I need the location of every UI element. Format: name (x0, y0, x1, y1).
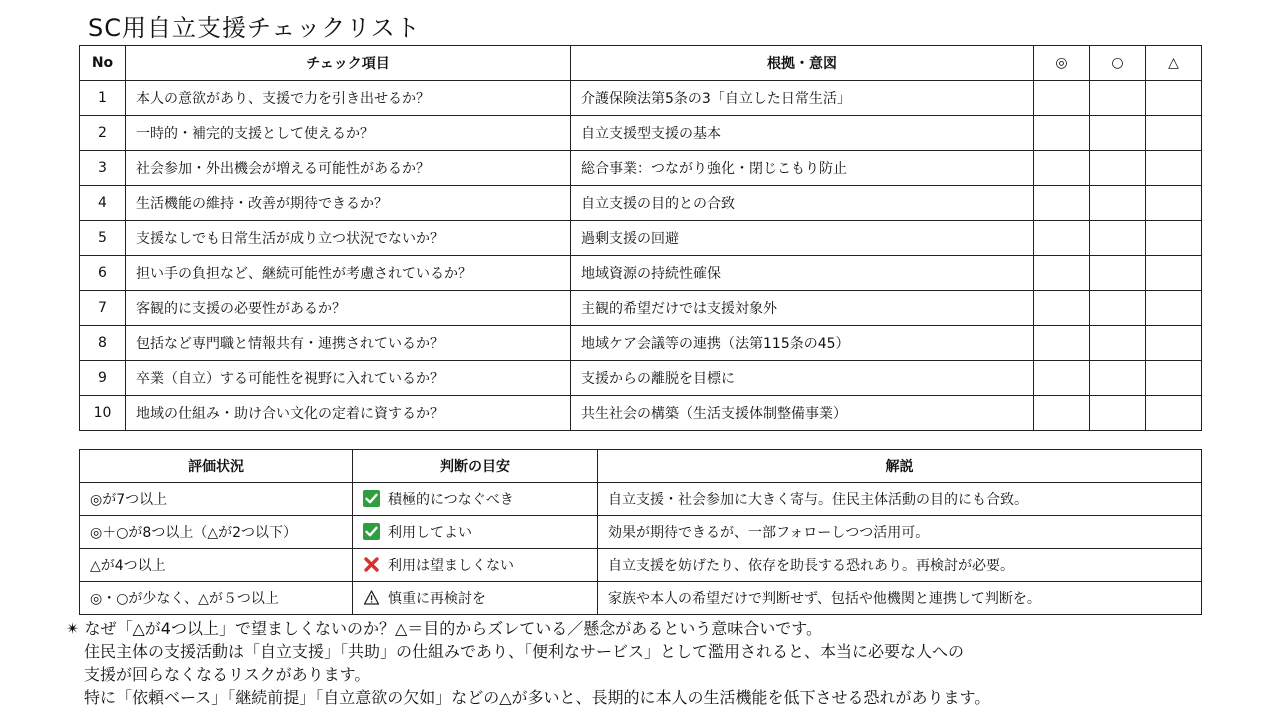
mark-cell-double-circle[interactable] (1034, 256, 1090, 291)
mark-cell-circle[interactable] (1090, 256, 1146, 291)
mark-cell-triangle[interactable] (1146, 361, 1202, 396)
row-number: 10 (80, 396, 126, 431)
basis: 地域資源の持続性確保 (571, 256, 1034, 291)
row-number: 9 (80, 361, 126, 396)
checklist-row (80, 256, 1202, 291)
row-number: 7 (80, 291, 126, 326)
mark-cell-triangle[interactable] (1146, 116, 1202, 151)
header-explanation: 解説 (598, 450, 1202, 483)
evaluation-table (79, 449, 1202, 615)
mark-cell-double-circle[interactable] (1034, 396, 1090, 431)
check-item: 支援なしでも日常生活が成り立つ状況でないか？ (126, 221, 571, 256)
checklist-header-row (80, 46, 1202, 81)
mark-cell-triangle[interactable] (1146, 151, 1202, 186)
checklist-row (80, 186, 1202, 221)
evaluation-status: ◎＋○が8つ以上（△が2つ以下） (80, 516, 353, 549)
check-item: 本人の意欲があり、支援で力を引き出せるか？ (126, 81, 571, 116)
checklist-row (80, 151, 1202, 186)
checklist-row (80, 116, 1202, 151)
checklist-row (80, 291, 1202, 326)
red-cross-icon (363, 556, 380, 573)
warning-icon (363, 589, 380, 606)
evaluation-status: △が4つ以上 (80, 549, 353, 582)
header-circle: ○ (1090, 46, 1146, 81)
mark-cell-circle[interactable] (1090, 221, 1146, 256)
header-check-item: チェック項目 (126, 46, 571, 81)
note-line-1 (66, 617, 990, 640)
evaluation-status: ◎・○が少なく、△が５つ以上 (80, 582, 353, 615)
mark-cell-triangle[interactable] (1146, 291, 1202, 326)
mark-cell-circle[interactable] (1090, 326, 1146, 361)
basis: 自立支援型支援の基本 (571, 116, 1034, 151)
basis: 共生社会の構築（生活支援体制整備事業） (571, 396, 1034, 431)
evaluation-header-row (80, 450, 1202, 483)
row-number: 5 (80, 221, 126, 256)
mark-cell-double-circle[interactable] (1034, 116, 1090, 151)
asterisk-icon: ✴ (66, 619, 80, 638)
mark-cell-triangle[interactable] (1146, 326, 1202, 361)
note-line-3: 支援が回らなくなるリスクがあります。 (84, 665, 371, 684)
page-title: SC用自立支援チェックリスト (88, 14, 421, 42)
checklist-row (80, 221, 1202, 256)
mark-cell-double-circle[interactable] (1034, 151, 1090, 186)
row-number: 6 (80, 256, 126, 291)
explanation: 効果が期待できるが、一部フォローしつつ活用可。 (598, 516, 1202, 549)
mark-cell-double-circle[interactable] (1034, 81, 1090, 116)
header-judgment: 判断の目安 (353, 450, 598, 483)
check-item: 地域の仕組み・助け合い文化の定着に資するか？ (126, 396, 571, 431)
row-number: 2 (80, 116, 126, 151)
basis: 自立支援の目的との合致 (571, 186, 1034, 221)
mark-cell-triangle[interactable] (1146, 186, 1202, 221)
header-basis: 根拠・意図 (571, 46, 1034, 81)
mark-cell-triangle[interactable] (1146, 221, 1202, 256)
header-triangle: △ (1146, 46, 1202, 81)
judgment-label: 積極的につなぐべき (388, 492, 514, 508)
checklist-row (80, 81, 1202, 116)
explanation: 自立支援・社会参加に大きく寄与。住民主体活動の目的にも合致。 (598, 483, 1202, 516)
notes (66, 617, 990, 709)
judgment-label: 利用は望ましくない (388, 558, 514, 574)
note-line-4: 特に「依頼ベース」「継続前提」「自立意欲の欠如」などの△が多いと、長期的に本人の生活機能を低下させる恐れがあります。 (84, 688, 991, 707)
basis: 支援からの離脱を目標に (571, 361, 1034, 396)
explanation: 自立支援を妨げたり、依存を助長する恐れあり。再検討が必要。 (598, 549, 1202, 582)
judgment-cell (353, 549, 598, 582)
basis: 介護保険法第5条の3「自立した日常生活」 (571, 81, 1034, 116)
row-number: 3 (80, 151, 126, 186)
explanation: 家族や本人の希望だけで判断せず、包括や他機関と連携して判断を。 (598, 582, 1202, 615)
check-item: 社会参加・外出機会が増える可能性があるか？ (126, 151, 571, 186)
mark-cell-circle[interactable] (1090, 396, 1146, 431)
judgment-label: 慎重に再検討を (388, 591, 486, 607)
check-item: 一時的・補完的支援として使えるか？ (126, 116, 571, 151)
judgment-cell (353, 516, 598, 549)
row-number: 8 (80, 326, 126, 361)
green-check-icon (363, 523, 380, 540)
evaluation-row (80, 549, 1202, 582)
green-check-icon (363, 490, 380, 507)
mark-cell-triangle[interactable] (1146, 81, 1202, 116)
judgment-label: 利用してよい (388, 525, 472, 541)
check-item: 生活機能の維持・改善が期待できるか？ (126, 186, 571, 221)
check-item: 担い手の負担など、継続可能性が考慮されているか？ (126, 256, 571, 291)
evaluation-row (80, 582, 1202, 615)
mark-cell-circle[interactable] (1090, 151, 1146, 186)
mark-cell-circle[interactable] (1090, 291, 1146, 326)
checklist-row (80, 396, 1202, 431)
mark-cell-circle[interactable] (1090, 81, 1146, 116)
mark-cell-circle[interactable] (1090, 116, 1146, 151)
checklist-row (80, 361, 1202, 396)
mark-cell-double-circle[interactable] (1034, 326, 1090, 361)
basis: 地域ケア会議等の連携（法第115条の45） (571, 326, 1034, 361)
header-no: No (80, 46, 126, 81)
note-text-1: なぜ「△が4つ以上」で望ましくないのか？△＝目的からズレている／懸念があるという意味合いです。 (84, 619, 823, 638)
mark-cell-double-circle[interactable] (1034, 221, 1090, 256)
basis: 過剰支援の回避 (571, 221, 1034, 256)
basis: 主観的希望だけでは支援対象外 (571, 291, 1034, 326)
mark-cell-triangle[interactable] (1146, 396, 1202, 431)
header-status: 評価状況 (80, 450, 353, 483)
mark-cell-double-circle[interactable] (1034, 291, 1090, 326)
header-double-circle: ◎ (1034, 46, 1090, 81)
mark-cell-double-circle[interactable] (1034, 186, 1090, 221)
mark-cell-circle[interactable] (1090, 361, 1146, 396)
row-number: 1 (80, 81, 126, 116)
evaluation-row (80, 516, 1202, 549)
check-item: 客観的に支援の必要性があるか？ (126, 291, 571, 326)
checklist-table (79, 45, 1202, 431)
mark-cell-double-circle[interactable] (1034, 361, 1090, 396)
check-item: 包括など専門職と情報共有・連携されているか？ (126, 326, 571, 361)
judgment-cell (353, 483, 598, 516)
basis: 総合事業：つながり強化・閉じこもり防止 (571, 151, 1034, 186)
mark-cell-circle[interactable] (1090, 186, 1146, 221)
mark-cell-triangle[interactable] (1146, 256, 1202, 291)
judgment-cell (353, 582, 598, 615)
evaluation-row (80, 483, 1202, 516)
evaluation-status: ◎が7つ以上 (80, 483, 353, 516)
note-line-2: 住民主体の支援活動は「自立支援」「共助」の仕組みであり、「便利なサービス」として濫用されると、本当に必要な人への (84, 642, 965, 661)
row-number: 4 (80, 186, 126, 221)
check-item: 卒業（自立）する可能性を視野に入れているか？ (126, 361, 571, 396)
checklist-row (80, 326, 1202, 361)
